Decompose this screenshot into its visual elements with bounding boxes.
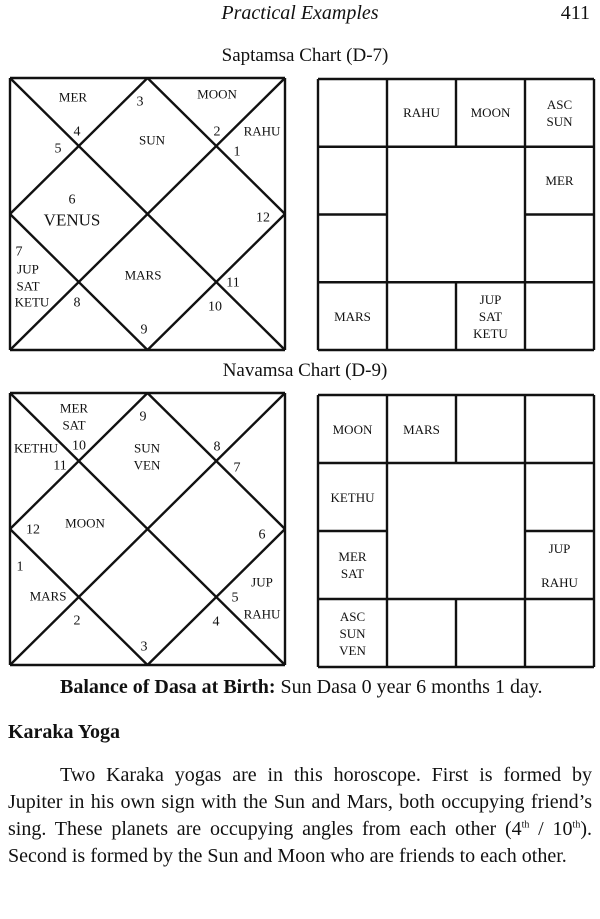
planet-label: SAT (16, 278, 40, 294)
paragraph-text: ). Second is formed by the Sun and Moon who are friends to each other. (8, 818, 592, 867)
planet-label: MER (58, 89, 88, 105)
sign-cell (525, 215, 594, 283)
sign-cell (387, 79, 456, 147)
dasa-balance-value: Sun Dasa 0 year 6 months 1 day. (275, 676, 543, 698)
house-number: 1 (233, 144, 241, 160)
sign-cell (387, 599, 456, 667)
sign-cell (318, 531, 387, 599)
dasa-balance-paragraph (8, 674, 592, 701)
house-number: 11 (53, 458, 67, 474)
planet-label: SUN (138, 132, 166, 148)
house-number: 3 (140, 639, 148, 655)
sign-cell (318, 215, 387, 283)
superscript: th (572, 819, 581, 831)
sign-cell (387, 395, 456, 463)
planet-label: JUP SAT KETU (473, 291, 508, 341)
sign-cell (318, 79, 387, 147)
planet-label: VEN (133, 457, 161, 473)
navamsa-chart-title: Navamsa Chart (D-9) (222, 360, 388, 381)
sign-cell (525, 599, 594, 667)
planet-label: MARS (124, 267, 162, 283)
planet-label: ASC SUN (546, 96, 573, 129)
house-number: 8 (73, 295, 81, 311)
house-number: 6 (258, 527, 266, 543)
planet-label: JUP RAHU (541, 540, 578, 590)
dasa-balance-label: Balance of Dasa at Birth: (60, 676, 276, 698)
sign-cell (318, 147, 387, 215)
sign-cell (387, 282, 456, 350)
page-number: 411 (560, 2, 590, 24)
sign-cell (525, 531, 594, 599)
planet-label: MARS (29, 588, 67, 604)
superscript: th (521, 819, 530, 831)
saptamsa-chart-title: Saptamsa Chart (D-7) (221, 45, 389, 66)
sign-cell (525, 79, 594, 147)
planet-label: KETHU (13, 440, 59, 456)
body-text (8, 674, 592, 870)
planet-label: MER SAT (338, 549, 367, 581)
planet-label: JUP (17, 261, 39, 277)
planet-label: MARS (334, 308, 371, 324)
house-number: 8 (213, 439, 221, 455)
house-number: 2 (73, 613, 81, 629)
house-number: 2 (213, 124, 221, 140)
sign-cell (318, 463, 387, 531)
planet-label: KETU (14, 294, 50, 310)
house-number: 12 (26, 522, 40, 538)
planet-label: MOON (197, 86, 237, 102)
planet-label: ASC SUN VEN (339, 608, 366, 658)
planet-label: RAHU (243, 606, 281, 622)
planet-label: MARS (403, 421, 440, 437)
planet-label: MER (545, 173, 574, 189)
planet-label: JUP (251, 574, 273, 590)
planet-label: MOON (332, 421, 373, 437)
sign-cell (525, 282, 594, 350)
sign-cell (318, 395, 387, 463)
running-header: Practical Examples (221, 2, 379, 24)
house-number: 3 (136, 94, 144, 110)
house-number: 9 (139, 409, 147, 425)
sign-cell (456, 282, 525, 350)
planet-label: SAT (62, 417, 86, 433)
house-number: 5 (231, 590, 239, 606)
sign-cell (456, 599, 525, 667)
sign-cell (318, 282, 387, 350)
sign-cell (525, 463, 594, 531)
karaka-yoga-paragraph (8, 762, 592, 870)
house-number: 1 (16, 559, 24, 575)
house-number: 6 (68, 192, 76, 208)
planet-label: RAHU (403, 105, 440, 121)
planet-label: SUN (133, 440, 161, 456)
house-number: 12 (256, 210, 270, 226)
planet-label: VENUS (43, 210, 101, 230)
house-number: 7 (233, 460, 241, 476)
planet-label: MER (59, 400, 89, 416)
house-number: 11 (226, 275, 240, 291)
house-number: 9 (140, 322, 148, 338)
house-number: 5 (54, 141, 62, 157)
section-heading: Karaka Yoga (8, 721, 121, 743)
planet-label: MOON (65, 515, 105, 531)
house-number: 7 (15, 244, 23, 260)
house-number: 10 (208, 299, 222, 315)
paragraph-text: Two Karaka yogas are in this horoscope. First is formed by Jupiter in his own sign with the Sun and Mars, both occupying friend’s sing. These planets are occupying angles from each other (4 (8, 764, 592, 840)
sign-cell (456, 79, 525, 147)
planet-label: RAHU (243, 123, 281, 139)
house-number: 10 (72, 438, 86, 454)
planet-label: MOON (470, 105, 511, 121)
sign-cell (525, 147, 594, 215)
house-number: 4 (73, 124, 81, 140)
paragraph-text: / 10 (529, 818, 573, 840)
house-number: 4 (212, 614, 220, 630)
sign-cell (525, 395, 594, 463)
sign-cell (318, 599, 387, 667)
sign-cell (456, 395, 525, 463)
planet-label: KETHU (330, 489, 375, 505)
